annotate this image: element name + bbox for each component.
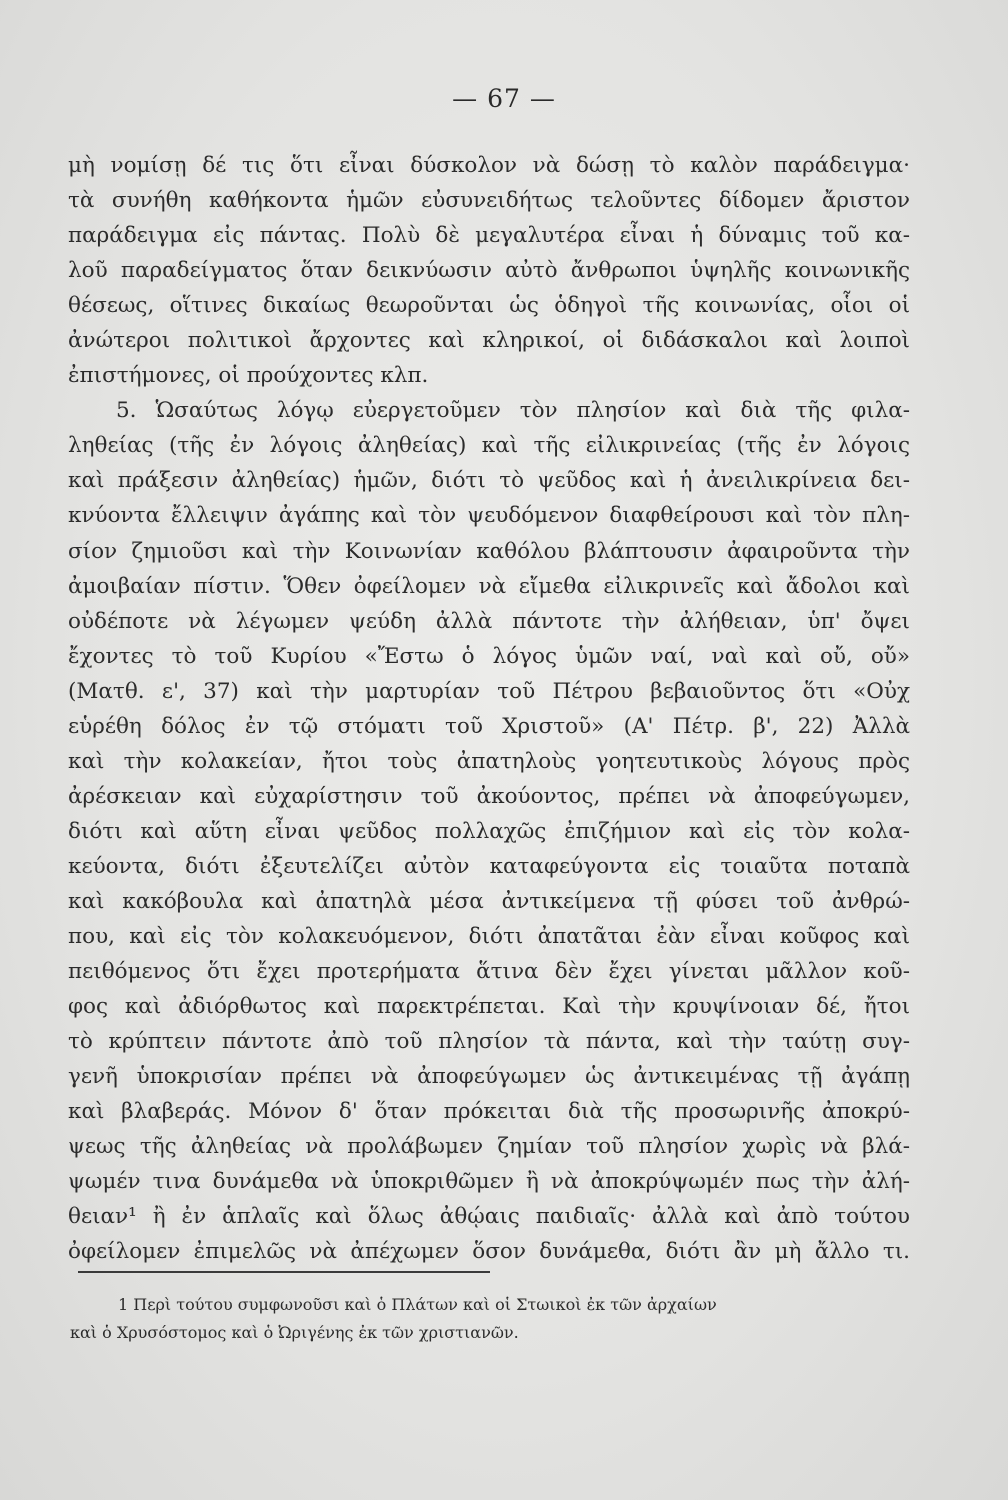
text-line: ἔχοντες τὸ τοῦ Κυρίου «Ἔστω ὁ λόγος ὑμῶν ναί, ναὶ καὶ οὔ, οὔ» xyxy=(68,643,910,669)
text-line: που, καὶ εἰς τὸν κολακευόμενον, διότι ἀπατᾶται ἐὰν εἶναι κοῦφος καὶ xyxy=(68,924,910,950)
text-line: λοῦ παραδείγματος ὅταν δεικνύωσιν αὐτὸ ἄνθρωποι ὑψηλῆς κοινωνικῆς xyxy=(68,258,910,284)
text-line: κεύοντα, διότι ἐξευτελίζει αὐτὸν καταφεύγοντα εἰς τοιαῦτα ποταπὰ xyxy=(68,853,910,879)
text-line: εὑρέθη δόλος ἐν τῷ στόματι τοῦ Χριστοῦ» (Α' Πέτρ. β', 22) Ἀλλὰ xyxy=(68,713,910,739)
text-line: καὶ τὴν κολακείαν, ἤτοι τοὺς ἀπατηλοὺς γοητευτικοὺς λόγους πρὸς xyxy=(68,748,910,774)
text-line: γενῆ ὑποκρισίαν πρέπει νὰ ἀποφεύγωμεν ὡς ἀντικειμένας τῇ ἀγάπῃ xyxy=(68,1064,910,1090)
text-line: ψεως τῆς ἀληθείας νὰ προλάβωμεν ζημίαν τοῦ πλησίον χωρὶς νὰ βλά- xyxy=(68,1134,910,1160)
text-line: ψωμέν τινα δυνάμεθα νὰ ὑποκριθῶμεν ἢ νὰ ἀποκρύψωμέν πως τὴν ἀλή- xyxy=(68,1169,910,1195)
text-line: θειαν¹ ἢ ἐν ἁπλαῖς καὶ ὅλως ἀθῴαις παιδιαῖς· ἀλλὰ καὶ ἀπὸ τούτου xyxy=(68,1204,910,1230)
text-line: οὐδέποτε νὰ λέγωμεν ψεύδη ἀλλὰ πάντοτε τὴν ἀλήθειαν, ὑπ' ὄψει xyxy=(68,608,910,634)
text-line: σίον ζημιοῦσι καὶ τὴν Κοινωνίαν καθόλου βλάπτουσιν ἀφαιροῦντα τὴν xyxy=(68,538,910,564)
text-line: κνύοντα ἔλλειψιν ἀγάπης καὶ τὸν ψευδόμενον διαφθείρουσι καὶ τὸν πλη- xyxy=(68,503,910,529)
text-line: μὴ νομίσῃ δέ τις ὅτι εἶναι δύσκολον νὰ δώσῃ τὸ καλὸν παράδειγμα· xyxy=(68,153,910,178)
text-line: καὶ πράξεσιν ἀληθείας) ἡμῶν, διότι τὸ ψεῦδος καὶ ἡ ἀνειλικρίνεια δει- xyxy=(68,468,910,494)
text-line: τὸ κρύπτειν πάντοτε ἀπὸ τοῦ πλησίον τὰ πάντα, καὶ τὴν ταύτῃ συγ- xyxy=(68,1029,910,1055)
text-line: ἀρέσκειαν καὶ εὐχαρίστησιν τοῦ ἀκούοντος, πρέπει νὰ ἀποφεύγωμεν, xyxy=(68,783,910,809)
text-line: πειθόμενος ὅτι ἔχει προτερήματα ἅτινα δὲν ἔχει γίνεται μᾶλλον κοῦ- xyxy=(68,959,910,985)
footnote-line: καὶ ὁ Χρυσόστομος καὶ ὁ Ὠριγένης ἐκ τῶν χριστιανῶν. xyxy=(70,1323,519,1342)
text-line: ληθείας (τῆς ἐν λόγοις ἀληθείας) καὶ τῆς εἰλικρινείας (τῆς ἐν λόγοις xyxy=(68,433,910,459)
text-line: διότι καὶ αὕτη εἶναι ψεῦδος πολλαχῶς ἐπιζήμιον καὶ εἰς τὸν κολα- xyxy=(68,818,910,844)
text-line: ἐπιστήμονες, οἱ προύχοντες κλπ. xyxy=(68,363,429,389)
text-line: θέσεως, οἵτινες δικαίως θεωροῦνται ὡς ὁδηγοὶ τῆς κοινωνίας, οἷοι οἱ xyxy=(68,293,910,319)
paragraph-start-line: 5. Ὡσαύτως λόγῳ εὐεργετοῦμεν τὸν πλησίον καὶ διὰ τῆς φιλα- xyxy=(116,398,910,424)
text-line: παράδειγμα εἰς πάντας. Πολὺ δὲ μεγαλυτέρα εἶναι ἡ δύναμις τοῦ κα- xyxy=(68,223,910,249)
footnote-line: 1 Περὶ τούτου συμφωνοῦσι καὶ ὁ Πλάτων καὶ οἱ Στωικοὶ ἐκ τῶν ἀρχαίων xyxy=(118,1295,717,1314)
text-line: ἀνώτεροι πολιτικοὶ ἄρχοντες καὶ κληρικοί, οἱ διδάσκαλοι καὶ λοιποὶ xyxy=(68,328,910,354)
text-line: καὶ βλαβεράς. Μόνον δ' ὅταν πρόκειται διὰ τῆς προσωρινῆς ἀποκρύ- xyxy=(68,1099,910,1125)
text-line: φος καὶ ἀδιόρθωτος καὶ παρεκτρέπεται. Καὶ τὴν κρυψίνοιαν δέ, ἤτοι xyxy=(68,994,910,1020)
page-number: — 67 — xyxy=(452,84,556,113)
text-line: καὶ κακόβουλα καὶ ἀπατηλὰ μέσα ἀντικείμενα τῇ φύσει τοῦ ἀνθρώ- xyxy=(68,888,910,914)
footnotes xyxy=(70,1291,910,1347)
text-line: (Ματθ. ε', 37) καὶ τὴν μαρτυρίαν τοῦ Πέτρου βεβαιοῦντος ὅτι «Οὐχ xyxy=(68,678,910,704)
text-line: ἀμοιβαίαν πίστιν. Ὅθεν ὀφείλομεν νὰ εἴμεθα εἰλικρινεῖς καὶ ἄδολοι καὶ xyxy=(68,573,910,599)
body-text xyxy=(68,148,910,1270)
footnote-divider xyxy=(78,1271,490,1273)
text-line: τὰ συνήθη καθήκοντα ἡμῶν εὐσυνειδήτως τελοῦντες δίδομεν ἄριστον xyxy=(68,188,910,214)
text-line: ὀφείλομεν ἐπιμελῶς νὰ ἀπέχωμεν ὅσον δυνάμεθα, διότι ἂν μὴ ἄλλο τι. xyxy=(68,1239,910,1265)
